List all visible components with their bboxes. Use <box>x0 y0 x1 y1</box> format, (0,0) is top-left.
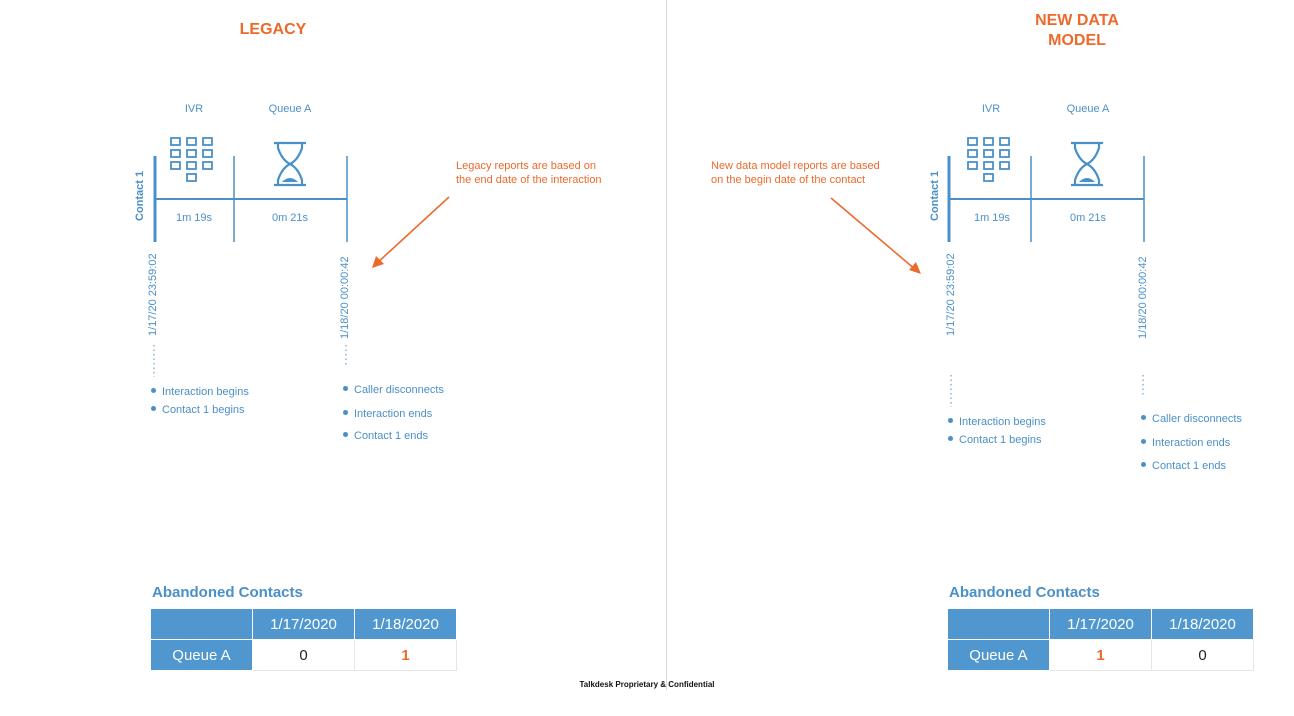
bullet-icon <box>151 388 156 393</box>
table-cell-highlight: 1 <box>355 640 457 671</box>
table-header-blank <box>948 609 1050 640</box>
newmodel-abandoned-table <box>947 608 1254 671</box>
legacy-start-event-2: Contact 1 begins <box>151 404 245 416</box>
table-cell: 0 <box>1152 640 1254 671</box>
legacy-end-event-2: Interaction ends <box>343 408 432 420</box>
legacy-timeline-diagram <box>130 130 360 250</box>
hourglass-icon <box>1071 143 1103 185</box>
legacy-end-dotted-line <box>342 345 350 370</box>
newmodel-start-event-2: Contact 1 begins <box>948 434 1042 446</box>
legacy-contact-label: Contact 1 <box>134 170 146 221</box>
legacy-ivr-label: IVR <box>184 103 204 115</box>
newmodel-start-event-1: Interaction begins <box>948 416 1046 428</box>
newmodel-ivr-label: IVR <box>981 103 1001 115</box>
newmodel-ivr-duration: 1m 19s <box>973 212 1011 224</box>
keypad-icon <box>968 138 1009 181</box>
bullet-icon <box>343 386 348 391</box>
table-header-date-2: 1/18/2020 <box>1152 609 1254 640</box>
bullet-icon <box>343 410 348 415</box>
newmodel-queue-duration: 0m 21s <box>1069 212 1107 224</box>
center-divider <box>666 0 667 690</box>
footer-confidential: Talkdesk Proprietary & Confidential <box>579 680 715 689</box>
newmodel-table-heading: Abandoned Contacts <box>949 584 1100 601</box>
bullet-icon <box>1141 415 1146 420</box>
newmodel-end-event-2: Interaction ends <box>1141 437 1230 449</box>
legacy-start-dotted-line <box>150 345 158 380</box>
legacy-table-heading: Abandoned Contacts <box>152 584 303 601</box>
legacy-ivr-duration: 1m 19s <box>175 212 213 224</box>
newmodel-end-time: 1/18/20 00:00:42 <box>1137 256 1149 339</box>
bullet-icon <box>343 432 348 437</box>
legacy-start-time: 1/17/20 23:59:02 <box>147 253 159 336</box>
table-row-label: Queue A <box>948 640 1050 671</box>
legacy-title: LEGACY <box>239 21 307 38</box>
legacy-queue-duration: 0m 21s <box>271 212 309 224</box>
bullet-icon <box>151 406 156 411</box>
legacy-abandoned-table <box>150 608 457 671</box>
newmodel-contact-label: Contact 1 <box>929 170 941 221</box>
bullet-icon <box>948 418 953 423</box>
table-cell-highlight: 1 <box>1050 640 1152 671</box>
table-cell: 0 <box>253 640 355 671</box>
newmodel-end-event-1: Caller disconnects <box>1141 413 1242 425</box>
legacy-start-event-1: Interaction begins <box>151 386 249 398</box>
newmodel-start-dotted-line <box>947 375 955 410</box>
newmodel-end-dotted-line <box>1139 375 1147 400</box>
legacy-queue-label: Queue A <box>268 103 312 115</box>
bullet-icon <box>1141 439 1146 444</box>
legacy-end-event-1: Caller disconnects <box>343 384 444 396</box>
table-row-label: Queue A <box>151 640 253 671</box>
newmodel-end-event-3: Contact 1 ends <box>1141 460 1226 472</box>
newmodel-note: New data model reports are based on the begin date of the contact <box>711 160 880 186</box>
bullet-icon <box>948 436 953 441</box>
table-header-blank <box>151 609 253 640</box>
newmodel-timeline-diagram <box>927 130 1157 250</box>
table-header-date-2: 1/18/2020 <box>355 609 457 640</box>
legacy-note: Legacy reports are based on the end date of the interaction <box>456 160 602 186</box>
legacy-end-time: 1/18/20 00:00:42 <box>339 256 351 339</box>
bullet-icon <box>1141 462 1146 467</box>
legacy-end-event-3: Contact 1 ends <box>343 430 428 442</box>
newmodel-queue-label: Queue A <box>1066 103 1110 115</box>
newmodel-title: NEW DATA MODEL <box>1035 12 1119 49</box>
keypad-icon <box>171 138 212 181</box>
table-header-date-1: 1/17/2020 <box>253 609 355 640</box>
table-header-date-1: 1/17/2020 <box>1050 609 1152 640</box>
hourglass-icon <box>274 143 306 185</box>
newmodel-start-time: 1/17/20 23:59:02 <box>945 253 957 336</box>
legacy-arrow-icon <box>366 192 456 272</box>
newmodel-arrow-icon <box>826 193 926 278</box>
